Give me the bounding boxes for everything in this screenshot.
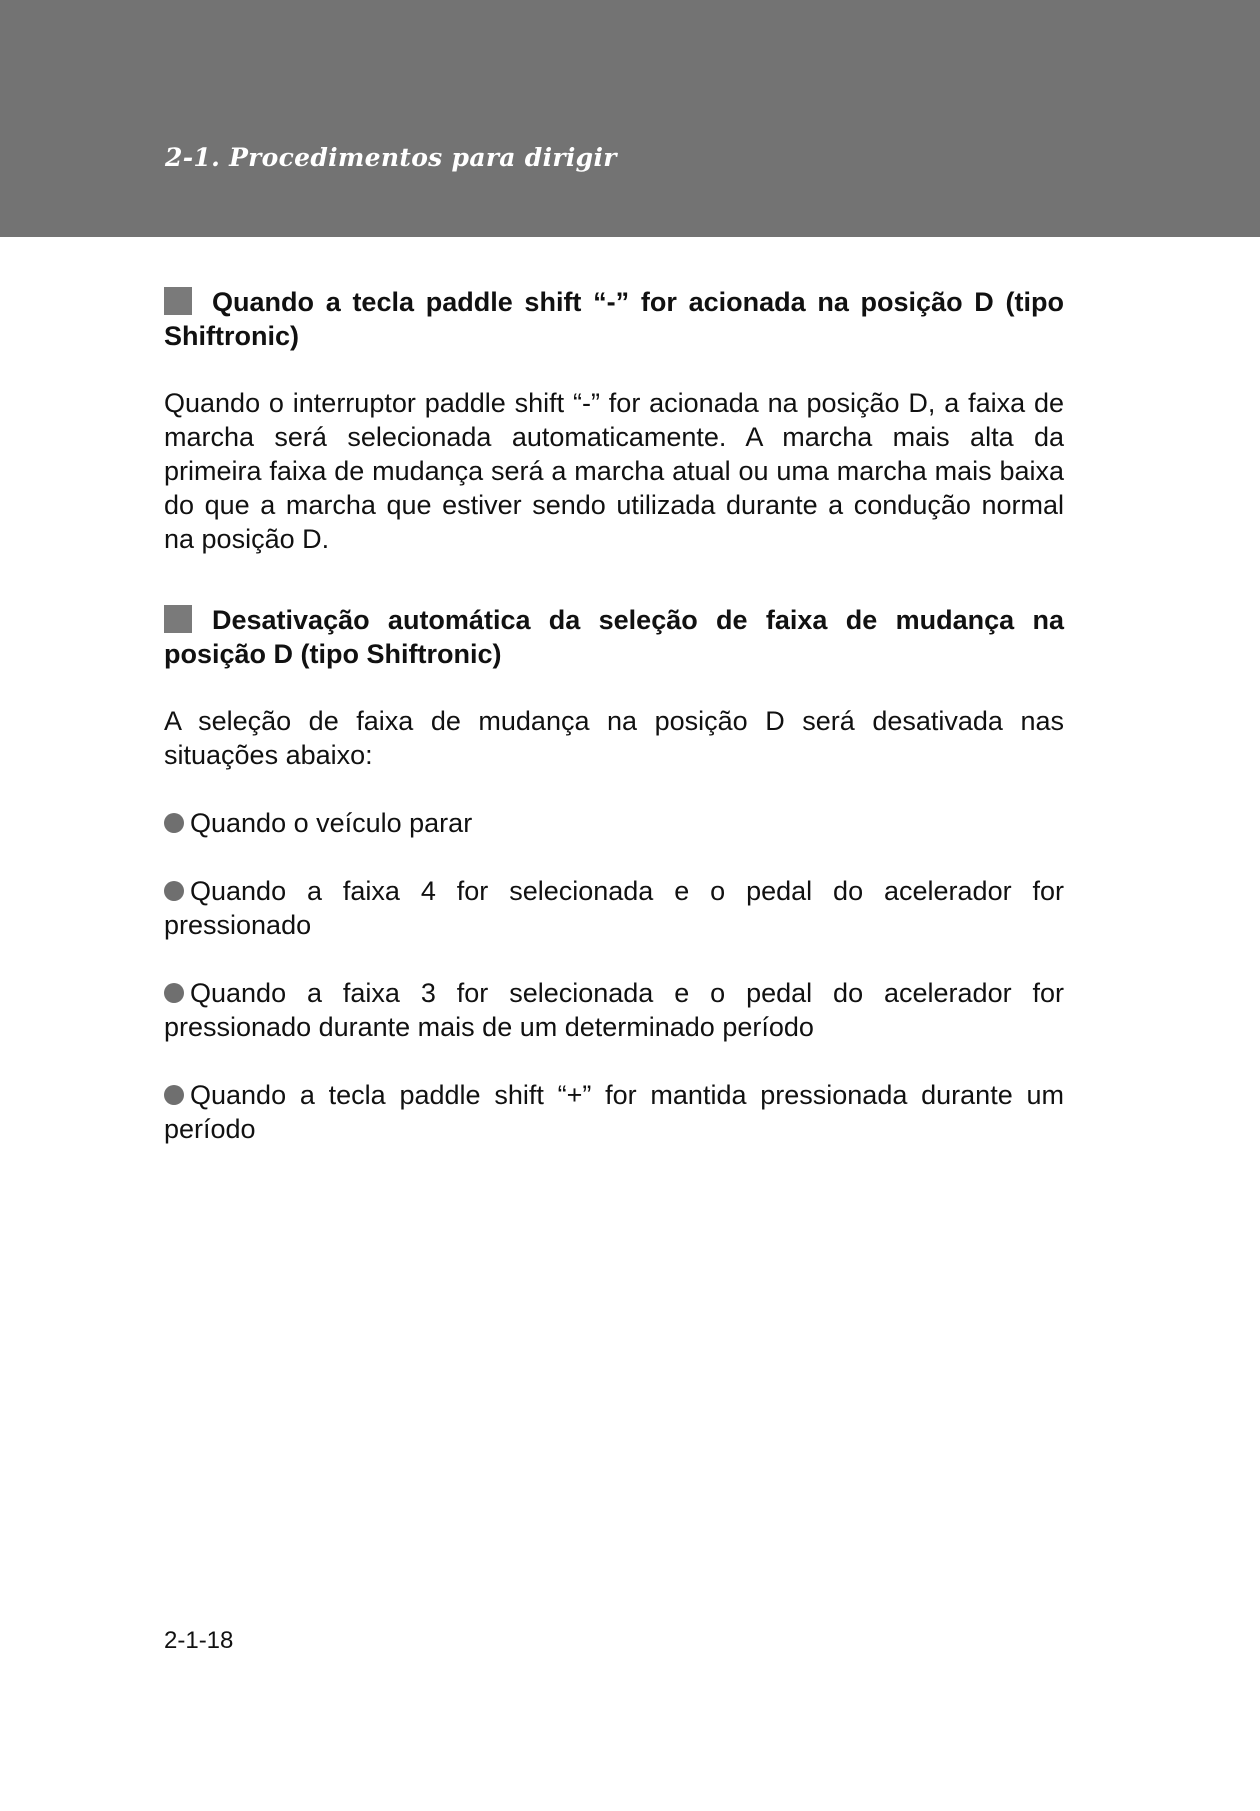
bullet-dot-icon: [164, 813, 184, 833]
bullet-dot-icon: [164, 983, 184, 1003]
bullet-item-text: Quando o veículo parar: [190, 808, 473, 838]
page-number: 2-1-18: [164, 1627, 234, 1654]
bullet-item-text: Quando a tecla paddle shift “+” for mantida pressionada durante um período: [164, 1080, 1064, 1144]
section-heading-2: [164, 603, 1064, 671]
section-paragraph-2: A seleção de faixa de mudança na posição D será desativada nas situações abaixo:: [164, 706, 1064, 770]
section-heading-2-text: Desativação automática da seleção de faixa de mudança na posição D (tipo Shiftronic): [164, 605, 1064, 669]
page-content: [164, 285, 1064, 1146]
section-heading-1: [164, 285, 1064, 353]
bullet-item-text: Quando a faixa 3 for selecionada e o pedal do acelerador for pressionado durante mais de um determinado período: [164, 978, 1064, 1042]
square-marker-icon: [164, 605, 192, 633]
square-marker-icon: [164, 287, 192, 315]
bullet-item: [164, 874, 1064, 942]
bullet-dot-icon: [164, 1085, 184, 1105]
bullet-item-text: Quando a faixa 4 for selecionada e o pedal do acelerador for pressionado: [164, 876, 1064, 940]
bullet-item: [164, 806, 1064, 840]
bullet-item: [164, 1078, 1064, 1146]
section-title: 2-1. Procedimentos para dirigir: [165, 143, 617, 172]
bullet-item: [164, 976, 1064, 1044]
section-heading-1-text: Quando a tecla paddle shift “-” for acionada na posição D (tipo Shiftronic): [164, 287, 1064, 351]
header-band: [0, 0, 1260, 237]
bullet-dot-icon: [164, 881, 184, 901]
section-paragraph-1: Quando o interruptor paddle shift “-” for acionada na posição D, a faixa de marcha será selecionada automaticamente. A marcha mais alta da primeira faixa de mudança será a marcha atual ou uma marcha mais baixa do que a marcha que estiver sendo utilizada durante a condução normal na posição D.: [164, 388, 1064, 554]
